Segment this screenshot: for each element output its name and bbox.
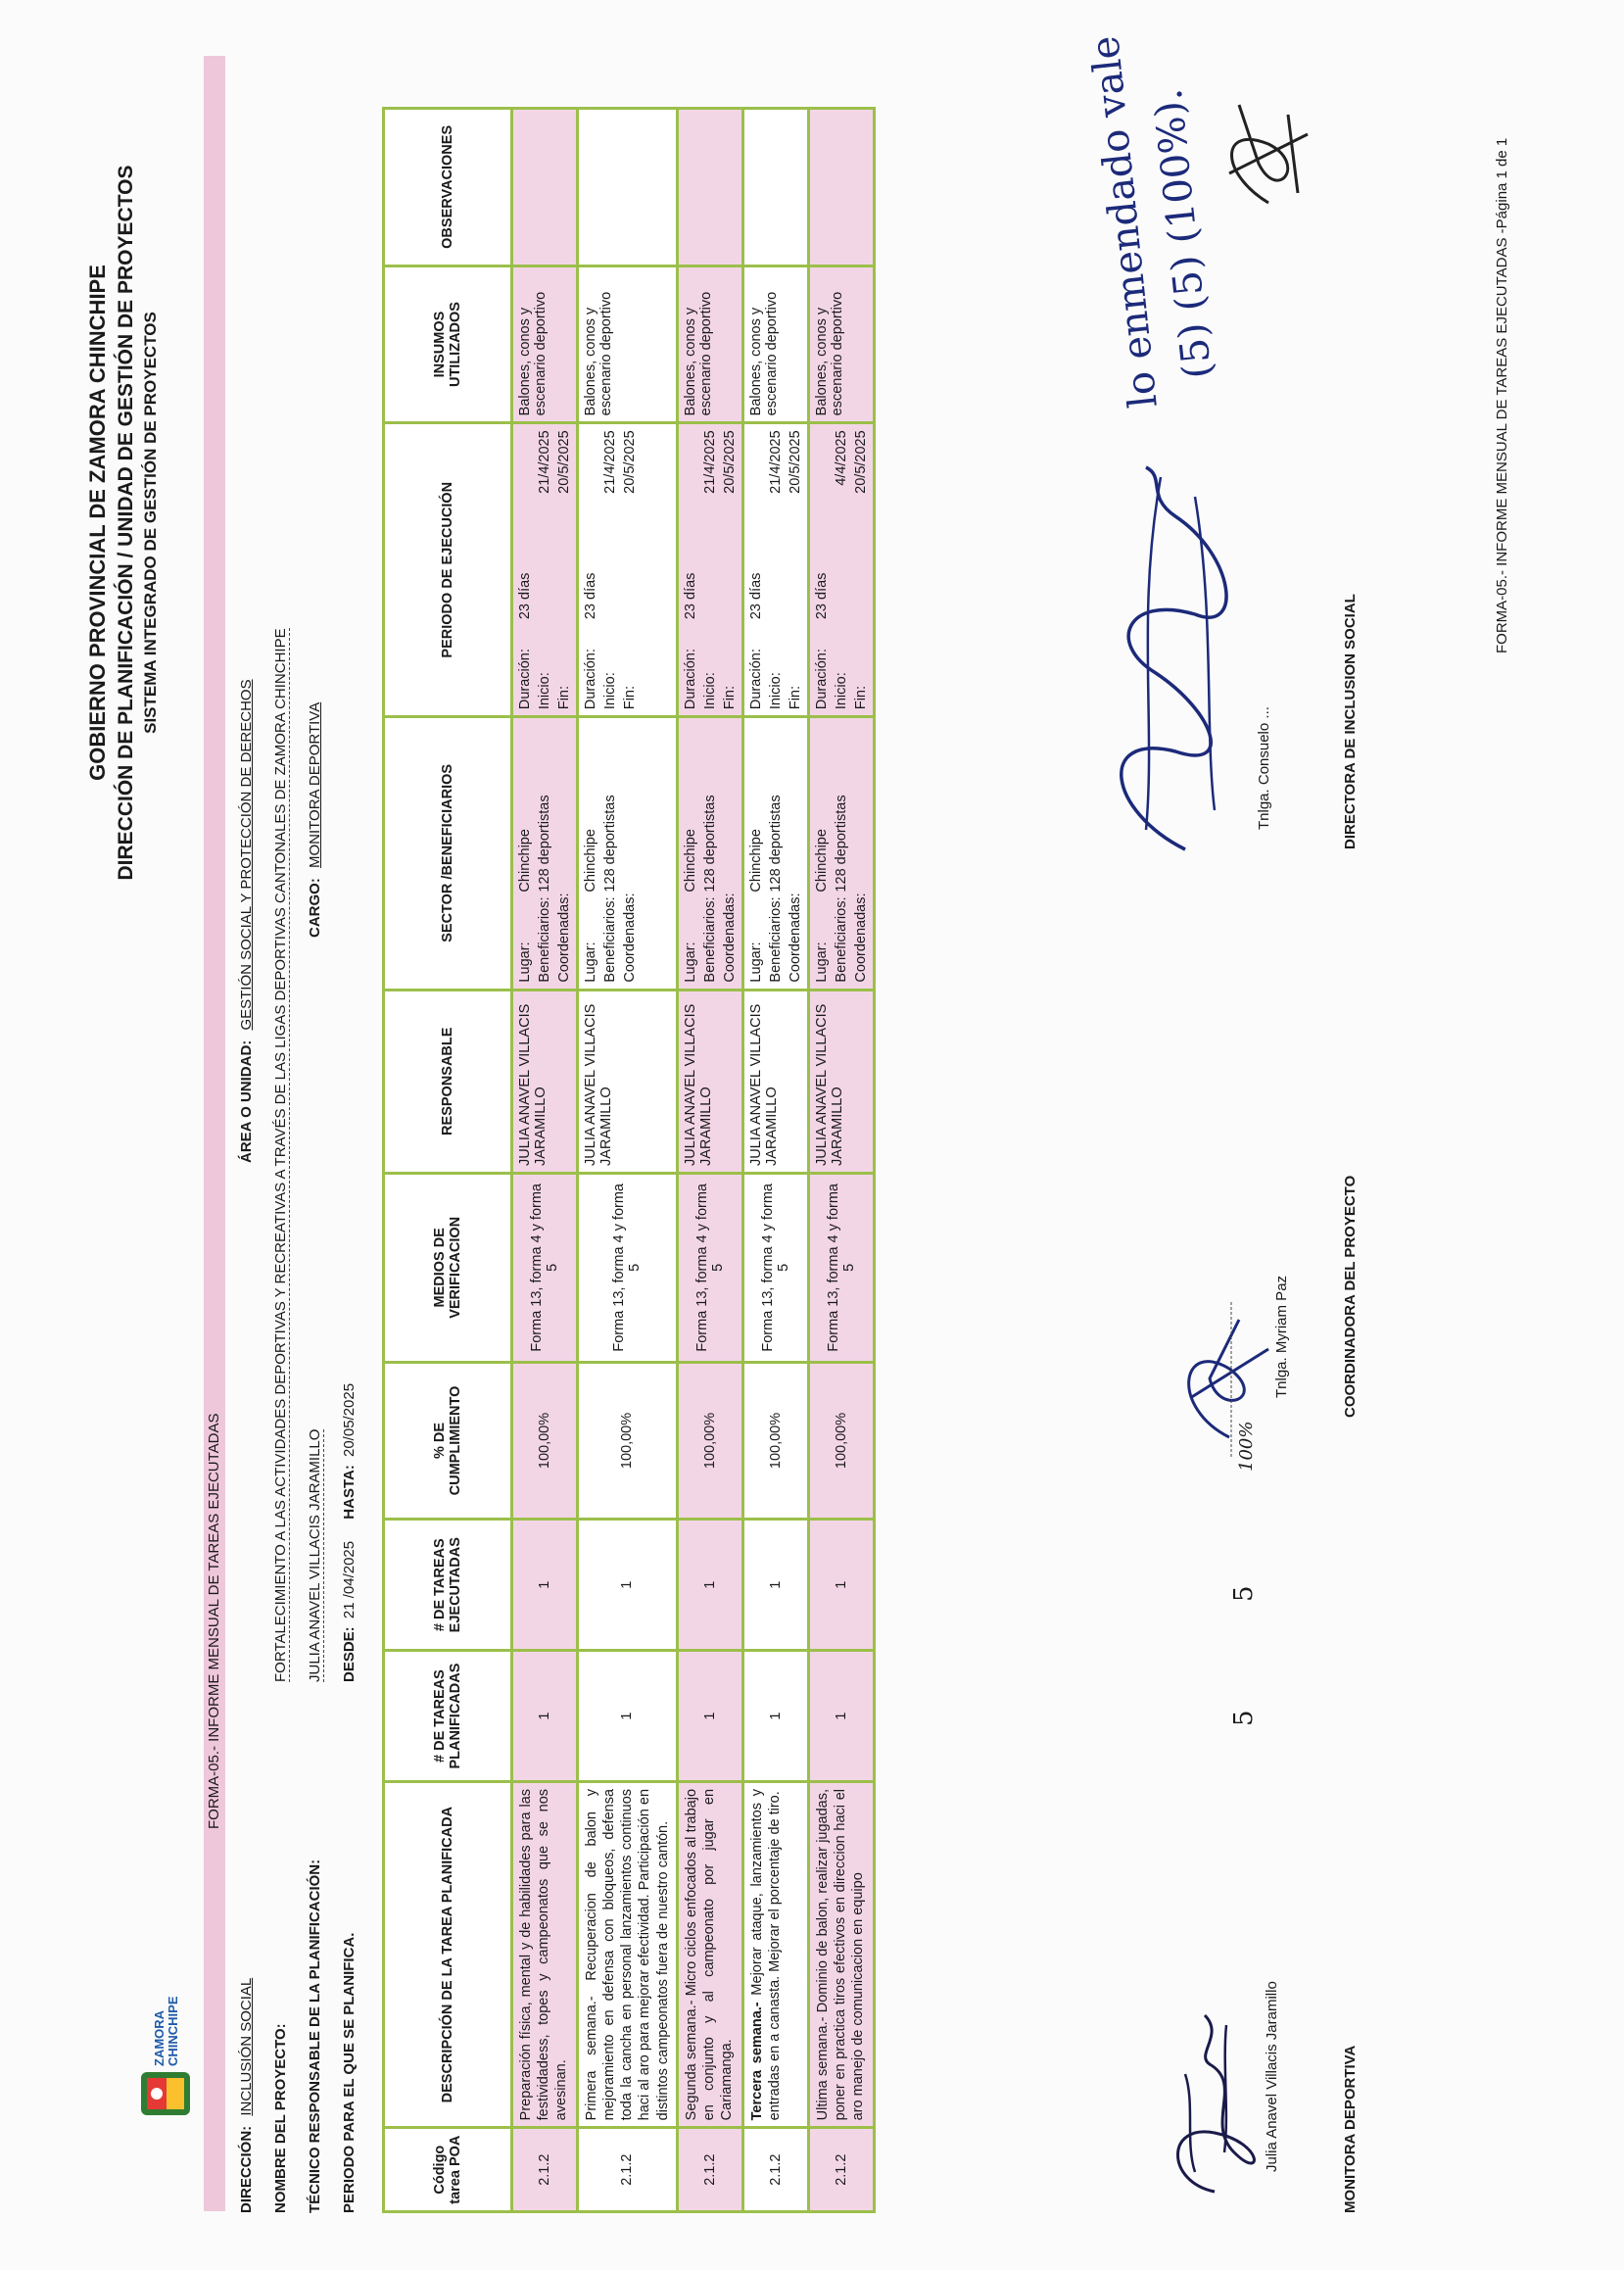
desc-text: Primera semana.- Recuperacion de balon y mejoramiento en defensa con bloqueos, defensa toda la cancha en personal lanzamientos continuos haci al aro para mejorar efectividad. Participación en distintos campeonatos fuera de nuestro cantón.	[584, 1788, 671, 2121]
tecnico-value: JULIA ANAVEL VILLACIS JARAMILLO	[307, 1428, 323, 1682]
direccion-label: DIRECCIÓN:	[238, 2125, 255, 2213]
cell-sector	[578, 717, 678, 990]
cell-codigo: 2.1.2	[512, 2128, 578, 2212]
desc-lead: Tercera semana.-	[748, 2002, 765, 2121]
cell-insumos: Balones, conos y escenario deportivo	[808, 266, 874, 423]
coordinadora-name: Tnlga. Myriam Paz	[1273, 1275, 1290, 1398]
cargo-label: CARGO:	[307, 878, 323, 938]
cell-sector	[808, 717, 874, 990]
table-row	[677, 109, 742, 2212]
monitora-role: MONITORA DEPORTIVA	[1342, 2045, 1359, 2213]
duracion-value: 23 días	[682, 572, 698, 620]
coordenadas-label: Coordenadas:	[721, 893, 738, 983]
org-name: GOBIERNO PROVINCIAL DE ZAMORA CHINCHIPE	[85, 265, 110, 781]
inicio-value: 21/4/2025	[537, 430, 552, 494]
duracion-label: Duración:	[747, 649, 764, 710]
fin-value: 20/5/2025	[556, 430, 572, 494]
duracion-value: 23 días	[747, 572, 764, 620]
col-ejecutadas: # DE TAREAS EJECUTADAS	[384, 1520, 512, 1651]
desc-text: Segunda semana.- Micro ciclos enfocados al trabajo en conjunto y al campeonato por jugar en Cariamanga.	[683, 1788, 735, 2121]
coordenadas-label: Coordenadas:	[556, 893, 572, 983]
beneficiarios-label: Beneficiarios:	[537, 896, 552, 983]
desde-label: DESDE:	[341, 1626, 358, 1682]
duracion-label: Duración:	[583, 649, 598, 710]
inicio-label: Inicio:	[767, 672, 784, 710]
duracion-value: 23 días	[583, 572, 598, 620]
col-observaciones: OBSERVACIONES	[384, 109, 512, 266]
desc-text: Preparación física, mental y de habilidades para las festividadess, topes y campeonatos que se nos avesinan.	[518, 1788, 570, 2121]
inicio-value: 21/4/2025	[602, 430, 618, 494]
fin-value: 20/5/2025	[721, 430, 738, 494]
desc-text: Ultima semana.- Dominio de balon, realizar jugadas, poner en practica tiros efectivos en direccion haci el aro manejo de comunicacion en equipo	[814, 1788, 866, 2121]
organization-title	[83, 0, 163, 2270]
table-row	[512, 109, 578, 2212]
coordenadas-label: Coordenadas:	[787, 893, 803, 983]
cell-planificadas: 1	[742, 1651, 808, 1782]
cell-sector	[742, 717, 808, 990]
cell-descripcion	[742, 1781, 808, 2127]
form-title: FORMA-05.- INFORME MENSUAL DE TAREAS EJECUTADAS	[206, 1413, 222, 1829]
logo-text: ZAMORA CHINCHIPE	[152, 1996, 180, 2066]
total-cumplimiento: 100%	[1236, 1421, 1257, 1472]
fin-label: Fin:	[622, 685, 638, 710]
lugar-label: Lugar:	[747, 942, 764, 983]
beneficiarios-value: 128 deportistas	[701, 795, 718, 893]
coordinadora-role: COORDINADORA DEL PROYECTO	[1342, 1175, 1359, 1418]
cell-codigo: 2.1.2	[742, 2128, 808, 2212]
cell-responsable: JULIA ANAVEL VILLACIS JARAMILLO	[512, 990, 578, 1173]
beneficiarios-label: Beneficiarios:	[767, 896, 784, 983]
cell-observaciones	[808, 109, 874, 266]
col-descripcion: DESCRIPCIÓN DE LA TAREA PLANIFICADA	[384, 1781, 512, 2127]
inicio-value: 4/4/2025	[833, 430, 849, 486]
total-planificadas: 5	[1229, 1710, 1259, 1726]
tecnico-label: TÉCNICO RESPONSABLE DE LA PLANIFICACIÓN:	[307, 1859, 323, 2213]
cell-insumos: Balones, conos y escenario deportivo	[578, 266, 678, 423]
cell-periodo	[677, 423, 742, 717]
cell-descripcion	[677, 1781, 742, 2127]
cargo-value: MONITORA DEPORTIVA	[307, 701, 323, 868]
handwritten-note-line2: (5) (5) (100%).	[1145, 86, 1221, 381]
direccion-value: INCLUSIÓN SOCIAL	[238, 1977, 255, 2116]
coordenadas-value	[722, 724, 738, 892]
cell-cumplimiento: 100,00%	[578, 1362, 678, 1520]
monitora-name: Julia Anavel Villacis Jaramillo	[1264, 1981, 1280, 2172]
fin-label: Fin:	[556, 685, 572, 710]
lugar-label: Lugar:	[813, 942, 830, 983]
handwritten-note-line1: lo enmendado vale	[1082, 33, 1167, 411]
cell-responsable: JULIA ANAVEL VILLACIS JARAMILLO	[578, 990, 678, 1173]
signature-monitora	[1156, 1996, 1273, 2211]
cell-planificadas: 1	[677, 1651, 742, 1782]
cell-cumplimiento: 100,00%	[808, 1362, 874, 1520]
beneficiarios-label: Beneficiarios:	[602, 896, 618, 983]
col-periodo: PERIODO DE EJECUCIÓN	[384, 423, 512, 717]
col-codigo: Código tarea POA	[384, 2128, 512, 2212]
beneficiarios-label: Beneficiarios:	[701, 896, 718, 983]
cell-ejecutadas: 1	[742, 1520, 808, 1651]
duracion-label: Duración:	[517, 649, 533, 710]
beneficiarios-value: 128 deportistas	[602, 795, 618, 893]
cell-planificadas: 1	[808, 1651, 874, 1782]
coordenadas-value	[853, 724, 869, 892]
fin-value: 20/5/2025	[622, 430, 638, 494]
cell-ejecutadas: 1	[578, 1520, 678, 1651]
beneficiarios-value: 128 deportistas	[537, 795, 552, 893]
fin-value: 20/5/2025	[852, 430, 869, 494]
lugar-label: Lugar:	[583, 942, 598, 983]
duracion-label: Duración:	[682, 649, 698, 710]
cell-medios: Forma 13, forma 4 y forma 5	[512, 1173, 578, 1362]
col-medios: MEDIOS DE VERIFICACION	[384, 1173, 512, 1362]
beneficiarios-value: 128 deportistas	[833, 795, 849, 893]
lugar-label: Lugar:	[682, 942, 698, 983]
cell-responsable: JULIA ANAVEL VILLACIS JARAMILLO	[742, 990, 808, 1173]
coordenadas-value	[788, 724, 803, 892]
fin-label: Fin:	[852, 685, 869, 710]
proyecto-value: FORTALECIMIENTO A LAS ACTIVIDADES DEPORTIVAS Y RECREATIVAS A TRAVÉS DE LAS LIGAS DEPORTIVAS CANTONALES DE ZAMORA CHINCHIPE	[272, 628, 289, 1682]
coordenadas-value	[556, 724, 572, 892]
tasks-table	[382, 107, 876, 2213]
beneficiarios-label: Beneficiarios:	[833, 896, 849, 983]
cell-observaciones	[677, 109, 742, 266]
inicio-label: Inicio:	[701, 672, 718, 710]
initials-stamp	[1210, 95, 1317, 222]
desc-text: Mejorar ataque, lanzamientos y entradas en a canasta. Mejorar el porcentaje de tiro.	[748, 1788, 783, 2121]
table-header	[384, 109, 512, 2212]
duracion-value: 23 días	[813, 572, 830, 620]
fin-label: Fin:	[787, 685, 803, 710]
desde-value: 21 /04/2025	[341, 1540, 358, 1619]
cell-cumplimiento: 100,00%	[512, 1362, 578, 1520]
cell-ejecutadas: 1	[808, 1520, 874, 1651]
cell-cumplimiento: 100,00%	[742, 1362, 808, 1520]
page-footer: FORMA-05.- INFORME MENSUAL DE TAREAS EJECUTADAS -Página 1 de 1	[1494, 137, 1510, 653]
lugar-value: Chinchipe	[813, 829, 830, 893]
fin-value: 20/5/2025	[787, 430, 803, 494]
total-ejecutadas: 5	[1229, 1585, 1259, 1602]
col-sector: SECTOR /BENEFICIARIOS	[384, 717, 512, 990]
department-name: DIRECCIÓN DE PLANIFICACIÓN / UNIDAD DE GESTIÓN DE PROYECTOS	[114, 165, 137, 881]
cell-responsable: JULIA ANAVEL VILLACIS JARAMILLO	[677, 990, 742, 1173]
lugar-value: Chinchipe	[517, 829, 533, 893]
cell-periodo	[578, 423, 678, 717]
cell-ejecutadas: 1	[677, 1520, 742, 1651]
cell-observaciones	[578, 109, 678, 266]
cell-sector	[512, 717, 578, 990]
col-planificadas: # DE TAREAS PLANIFICADAS	[384, 1651, 512, 1782]
inicio-label: Inicio:	[537, 672, 552, 710]
lugar-value: Chinchipe	[747, 829, 764, 893]
table-row	[578, 109, 678, 2212]
coordenadas-label: Coordenadas:	[622, 893, 638, 983]
coordenadas-label: Coordenadas:	[852, 893, 869, 983]
col-insumos: INSUMOS UTILIZADOS	[384, 266, 512, 423]
cell-planificadas: 1	[512, 1651, 578, 1782]
table-row	[742, 109, 808, 2212]
cell-insumos: Balones, conos y escenario deportivo	[677, 266, 742, 423]
cell-observaciones	[742, 109, 808, 266]
lugar-label: Lugar:	[517, 942, 533, 983]
area-label: ÁREA O UNIDAD:	[238, 1039, 255, 1163]
hasta-value: 20/05/2025	[341, 1382, 358, 1457]
cell-cumplimiento: 100,00%	[677, 1362, 742, 1520]
cell-responsable: JULIA ANAVEL VILLACIS JARAMILLO	[808, 990, 874, 1173]
system-name: SISTEMA INTEGRADO DE GESTIÓN DE PROYECTOS	[141, 312, 161, 734]
cell-codigo: 2.1.2	[578, 2128, 678, 2212]
cell-medios: Forma 13, forma 4 y forma 5	[578, 1173, 678, 1362]
signature-coordinadora	[1170, 1300, 1278, 1457]
cell-sector	[677, 717, 742, 990]
lugar-value: Chinchipe	[682, 829, 698, 893]
inicio-value: 21/4/2025	[701, 430, 718, 494]
duracion-label: Duración:	[813, 649, 830, 710]
cell-descripcion	[512, 1781, 578, 2127]
cell-descripcion	[808, 1781, 874, 2127]
periodo-label: PERIODO PARA EL QUE SE PLANIFICA.	[341, 1932, 358, 2213]
directora-name: Tnlga. Consuelo ...	[1256, 706, 1272, 830]
cell-observaciones	[512, 109, 578, 266]
inicio-value: 21/4/2025	[767, 430, 784, 494]
form-title-band	[204, 56, 225, 2211]
cell-periodo	[808, 423, 874, 717]
inicio-label: Inicio:	[833, 672, 849, 710]
fin-label: Fin:	[721, 685, 738, 710]
hasta-label: HASTA:	[341, 1465, 358, 1520]
cell-medios: Forma 13, forma 4 y forma 5	[808, 1173, 874, 1362]
beneficiarios-value: 128 deportistas	[767, 795, 784, 893]
table-row	[808, 109, 874, 2212]
cell-descripcion	[578, 1781, 678, 2127]
inicio-label: Inicio:	[602, 672, 618, 710]
cell-codigo: 2.1.2	[677, 2128, 742, 2212]
area-value: GESTIÓN SOCIAL Y PROTECCIÓN DE DERECHOS	[238, 679, 255, 1031]
proyecto-label: NOMBRE DEL PROYECTO:	[272, 2023, 289, 2213]
lugar-value: Chinchipe	[583, 829, 598, 893]
cell-periodo	[512, 423, 578, 717]
coordenadas-value	[622, 724, 638, 892]
cell-codigo: 2.1.2	[808, 2128, 874, 2212]
cell-planificadas: 1	[578, 1651, 678, 1782]
cell-medios: Forma 13, forma 4 y forma 5	[677, 1173, 742, 1362]
cell-insumos: Balones, conos y escenario deportivo	[742, 266, 808, 423]
cell-periodo	[742, 423, 808, 717]
cell-insumos: Balones, conos y escenario deportivo	[512, 266, 578, 423]
cell-medios: Forma 13, forma 4 y forma 5	[742, 1173, 808, 1362]
col-cumplimiento: % DE CUMPLIMIENTO	[384, 1362, 512, 1520]
col-responsable: RESPONSABLE	[384, 990, 512, 1173]
cell-ejecutadas: 1	[512, 1520, 578, 1651]
directora-role: DIRECTORA DE INCLUSION SOCIAL	[1342, 594, 1359, 849]
duracion-value: 23 días	[517, 572, 533, 620]
